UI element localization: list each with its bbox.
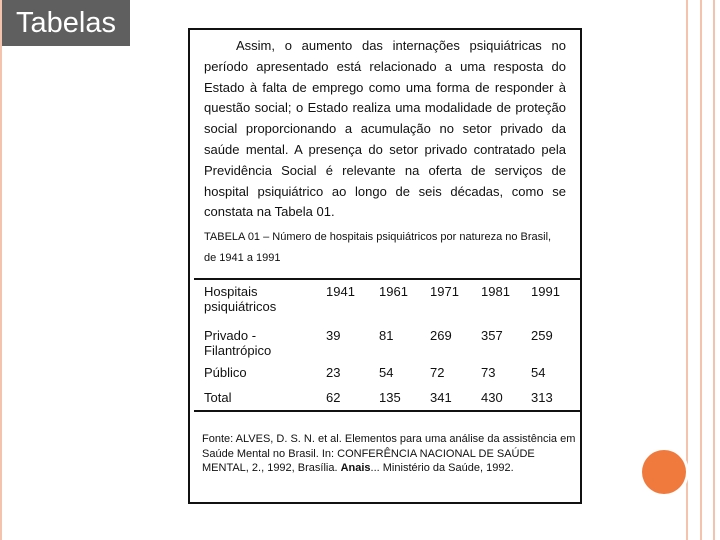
header-cell: 1981 <box>481 284 510 299</box>
table-header-row <box>194 280 580 322</box>
table-cell: 430 <box>481 390 503 405</box>
source-citation <box>202 432 582 476</box>
table-cell: 269 <box>430 328 452 343</box>
slide-title: Tabelas <box>2 0 130 46</box>
source-bold-text: Anais <box>340 462 371 474</box>
left-edge-rule <box>0 0 2 540</box>
table-cell: 135 <box>379 390 401 405</box>
table-cell: Público <box>204 365 247 380</box>
decorative-rule <box>686 0 688 540</box>
table-row <box>194 322 580 365</box>
table-row <box>194 389 580 410</box>
source-text-end: ... Ministério da Saúde, 1992. <box>370 462 514 474</box>
table-cell: Total <box>204 390 232 405</box>
table-cell: 62 <box>326 390 341 405</box>
table-cell: 313 <box>531 390 553 405</box>
table-caption: TABELA 01 – Número de hospitais psiquiátricos por natureza no Brasil, de 1941 a 1991 <box>204 231 552 264</box>
header-cell: 1941 <box>326 284 355 299</box>
table-cell: 72 <box>430 365 445 380</box>
table-cell: 54 <box>379 365 394 380</box>
body-paragraph: Assim, o aumento das internações psiquiátricas no período apresentado está relacionado a uma resposta do Estado à falta de emprego como uma forma de responder à questão social; o Estado realiza uma modalidade de proteção social proporcionando a acumulação no setor privado da saúde mental. A presença do setor privado contratado pela Previdência Social é relevante na oferta de serviços de hospital psiquiátrico ao longo de seis décadas, como se constata na Tabela 01. <box>204 38 566 220</box>
table-cell: 39 <box>326 328 341 343</box>
header-cell: 1991 <box>531 284 560 299</box>
hospital-table <box>194 278 580 412</box>
decorative-rule <box>713 0 715 540</box>
header-cell: Hospitais psiquiátricos <box>204 284 277 314</box>
table-row <box>194 365 580 389</box>
orange-circle-decoration <box>642 450 686 494</box>
document-image <box>188 28 582 504</box>
table-cell: 81 <box>379 328 394 343</box>
table-cell: Privado - Filantrópico <box>204 328 272 358</box>
header-cell: 1971 <box>430 284 459 299</box>
table-cell: 259 <box>531 328 553 343</box>
header-cell: 1961 <box>379 284 408 299</box>
source-text: Fonte: ALVES, D. S. N. et al. Elementos para uma análise da assistência em Saúde Mental no Brasil. In: CONFERÊNCIA NACIONAL DE SAÚDE MENTAL, 2., 1992, Brasília. <box>202 433 576 474</box>
table-cell: 73 <box>481 365 496 380</box>
table-cell: 23 <box>326 365 341 380</box>
decorative-rule <box>700 0 702 540</box>
table-cell: 357 <box>481 328 503 343</box>
table-cell: 54 <box>531 365 546 380</box>
table-cell: 341 <box>430 390 452 405</box>
